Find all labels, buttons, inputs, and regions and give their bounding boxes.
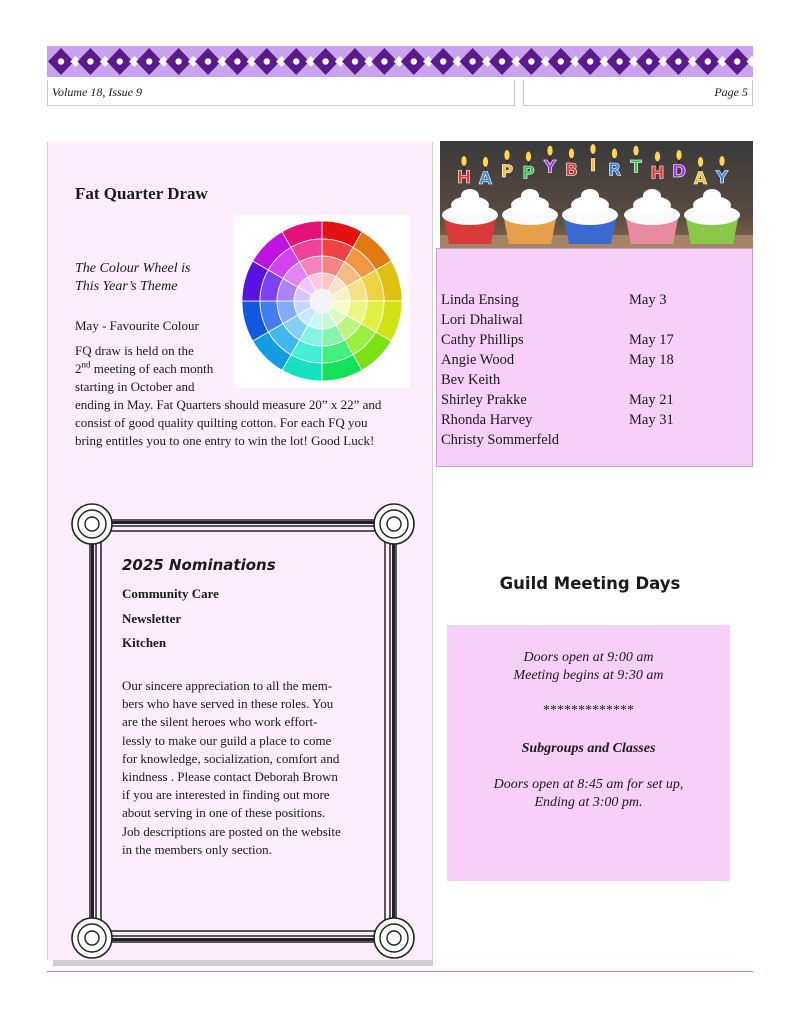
guild-subgroups-end: Ending at 3:00 pm. (534, 795, 643, 810)
banner-dot (146, 58, 152, 64)
birthday-date: May 31 (629, 412, 674, 428)
candle-letter: H (456, 168, 472, 188)
colour-wheel-graphic (233, 215, 410, 388)
birthday-name: Shirley Prakke (441, 392, 527, 408)
banner-dot (381, 58, 387, 64)
fq-body-line-2-rest: meeting of each month (90, 361, 214, 376)
header-left-box (47, 80, 515, 106)
banner-dot (734, 58, 740, 64)
candle-flame (655, 152, 660, 162)
banner-dot (293, 58, 299, 64)
banner-dot (469, 58, 475, 64)
banner-dot (87, 58, 93, 64)
fat-quarter-body-bottom (75, 396, 425, 450)
banner-dot (352, 58, 358, 64)
guild-subgroups-heading: Subgroups and Classes (521, 741, 656, 756)
fq-ordinal-suffix: nd (81, 359, 91, 370)
candle-flame (676, 150, 681, 160)
banner-pattern (47, 46, 753, 77)
banner-dot (58, 58, 64, 64)
candle-flame (698, 157, 703, 167)
cupcake-frosting (581, 189, 599, 203)
nominations-line: if you are interested in finding out more (122, 787, 330, 803)
banner-dot (117, 58, 123, 64)
nomination-item: Kitchen (122, 635, 167, 650)
guild-meeting-title: Guild Meeting Days (499, 574, 681, 593)
banner-dot (616, 58, 622, 64)
banner-dot (234, 58, 240, 64)
birthday-name: Bev Keith (441, 372, 501, 388)
banner-dot (587, 58, 593, 64)
birthday-date: May 21 (629, 392, 674, 408)
birthday-date: May 18 (629, 352, 674, 368)
birthday-name: Linda Ensing (441, 292, 519, 308)
cupcake-frosting (461, 189, 479, 203)
volume-label: Volume 18, Issue 9 (52, 85, 142, 99)
banner-dot (264, 58, 270, 64)
candle-flame (504, 150, 509, 160)
nominations-line: Our sincere appreciation to all the mem- (122, 678, 333, 693)
candle-letter: Y (715, 168, 729, 188)
nomination-item: Newsletter (122, 611, 182, 626)
guild-subgroups-doors: Doors open at 8:45 am for set up, (493, 777, 684, 792)
candle-flame (483, 157, 488, 167)
banner-dot (675, 58, 681, 64)
banner-dot (411, 58, 417, 64)
candle-letter: B (565, 160, 578, 181)
banner-dot (205, 58, 211, 64)
fq-body-line-6: bring entitles you to one entry to win the lot! Good Luck! (75, 433, 375, 448)
candle-letter: Y (543, 157, 557, 178)
nominations-line: for knowledge, socialization, comfort and (122, 750, 340, 766)
candle-letter: D (671, 162, 687, 182)
banner-dot (705, 58, 711, 64)
nominations-line: in the members only section. (122, 841, 272, 857)
nominations-line: about serving in one of these positions. (122, 805, 326, 821)
nominations-line: kindness . Please contact Deborah Brown (122, 769, 338, 785)
nominations-title: 2025 Nominations (122, 556, 276, 574)
guild-doors-open: Doors open at 9:00 am (523, 650, 654, 665)
candle-flame (633, 146, 638, 156)
nomination-item: Community Care (122, 586, 219, 601)
birthday-name: Cathy Phillips (441, 332, 524, 348)
banner-dot (322, 58, 328, 64)
banner-dot (558, 58, 564, 64)
birthday-name: Rhonda Harvey (441, 412, 533, 428)
colour-wheel-image (233, 215, 410, 388)
colour-wheel-centre (310, 289, 334, 313)
decorative-banner (47, 46, 753, 77)
page-number: Page 5 (714, 85, 748, 99)
guild-separator-stars: ************* (543, 703, 634, 718)
candle-letter: A (693, 168, 708, 189)
candle-flame (719, 156, 724, 166)
banner-small-diamond (746, 56, 753, 67)
nominations-line: bers who have served in these roles. You (122, 696, 334, 712)
candle-flame (569, 148, 574, 158)
fq-ordinal-number: 2 (75, 361, 82, 376)
cupcake-frosting (703, 189, 721, 203)
banner-dot (175, 58, 181, 64)
birthday-name: Angie Wood (441, 352, 515, 368)
birthday-date: May 17 (629, 332, 674, 348)
fat-quarter-body-top (75, 342, 235, 396)
fq-body-line-3: starting in October and (75, 379, 195, 394)
cupcake-frosting (643, 189, 661, 203)
header-right-box (523, 80, 753, 106)
candle-letter: A (478, 168, 493, 189)
banner-dot (499, 58, 505, 64)
guild-meeting-begins: Meeting begins at 9:30 am (513, 668, 664, 683)
fq-body-line-5: consist of good quality quilting cotton. For each FQ you (75, 415, 368, 430)
birthday-name: Christy Sommerfeld (441, 432, 560, 448)
nominations-line: are the silent heroes who work effort- (122, 714, 318, 730)
candle-letter: T (630, 157, 642, 178)
banner-dot (440, 58, 446, 64)
nominations-paragraph (122, 677, 368, 859)
fq-body-line-4: ending in May. Fat Quarters should measure 20” x 22” and (75, 397, 382, 412)
candle-flame (461, 156, 466, 166)
candle-flame (547, 146, 552, 156)
favourite-colour-line: May - Favourite Colour (75, 318, 199, 333)
nominations-line: Job descriptions are posted on the website (122, 823, 341, 839)
candle-flame (612, 148, 617, 158)
birthday-name: Lori Dhaliwal (441, 312, 523, 328)
candle-letter: H (650, 163, 665, 184)
fat-quarter-title: Fat Quarter Draw (75, 184, 208, 203)
birthday-cupcakes-image (440, 141, 753, 248)
banner-dot (646, 58, 652, 64)
cupcake-frosting (521, 189, 539, 203)
theme-line-1: The Colour Wheel is (75, 261, 191, 276)
birthday-date: May 3 (629, 292, 667, 308)
candle-letter: P (500, 162, 514, 182)
candle-flame (590, 144, 595, 154)
fat-quarter-theme (75, 260, 235, 296)
banner-dot (528, 58, 534, 64)
nominations-line: lessly to make our guild a place to come (122, 732, 332, 748)
bottom-rule (47, 971, 753, 972)
fq-body-line-2 (75, 360, 235, 378)
candle-letter: I (589, 156, 597, 176)
fq-body-line-1: FQ draw is held on the (75, 343, 194, 358)
theme-line-2: This Year’s Theme (75, 279, 178, 294)
candle-letter: P (522, 163, 535, 184)
candle-flame (526, 152, 531, 162)
candle-letter: R (607, 160, 622, 181)
